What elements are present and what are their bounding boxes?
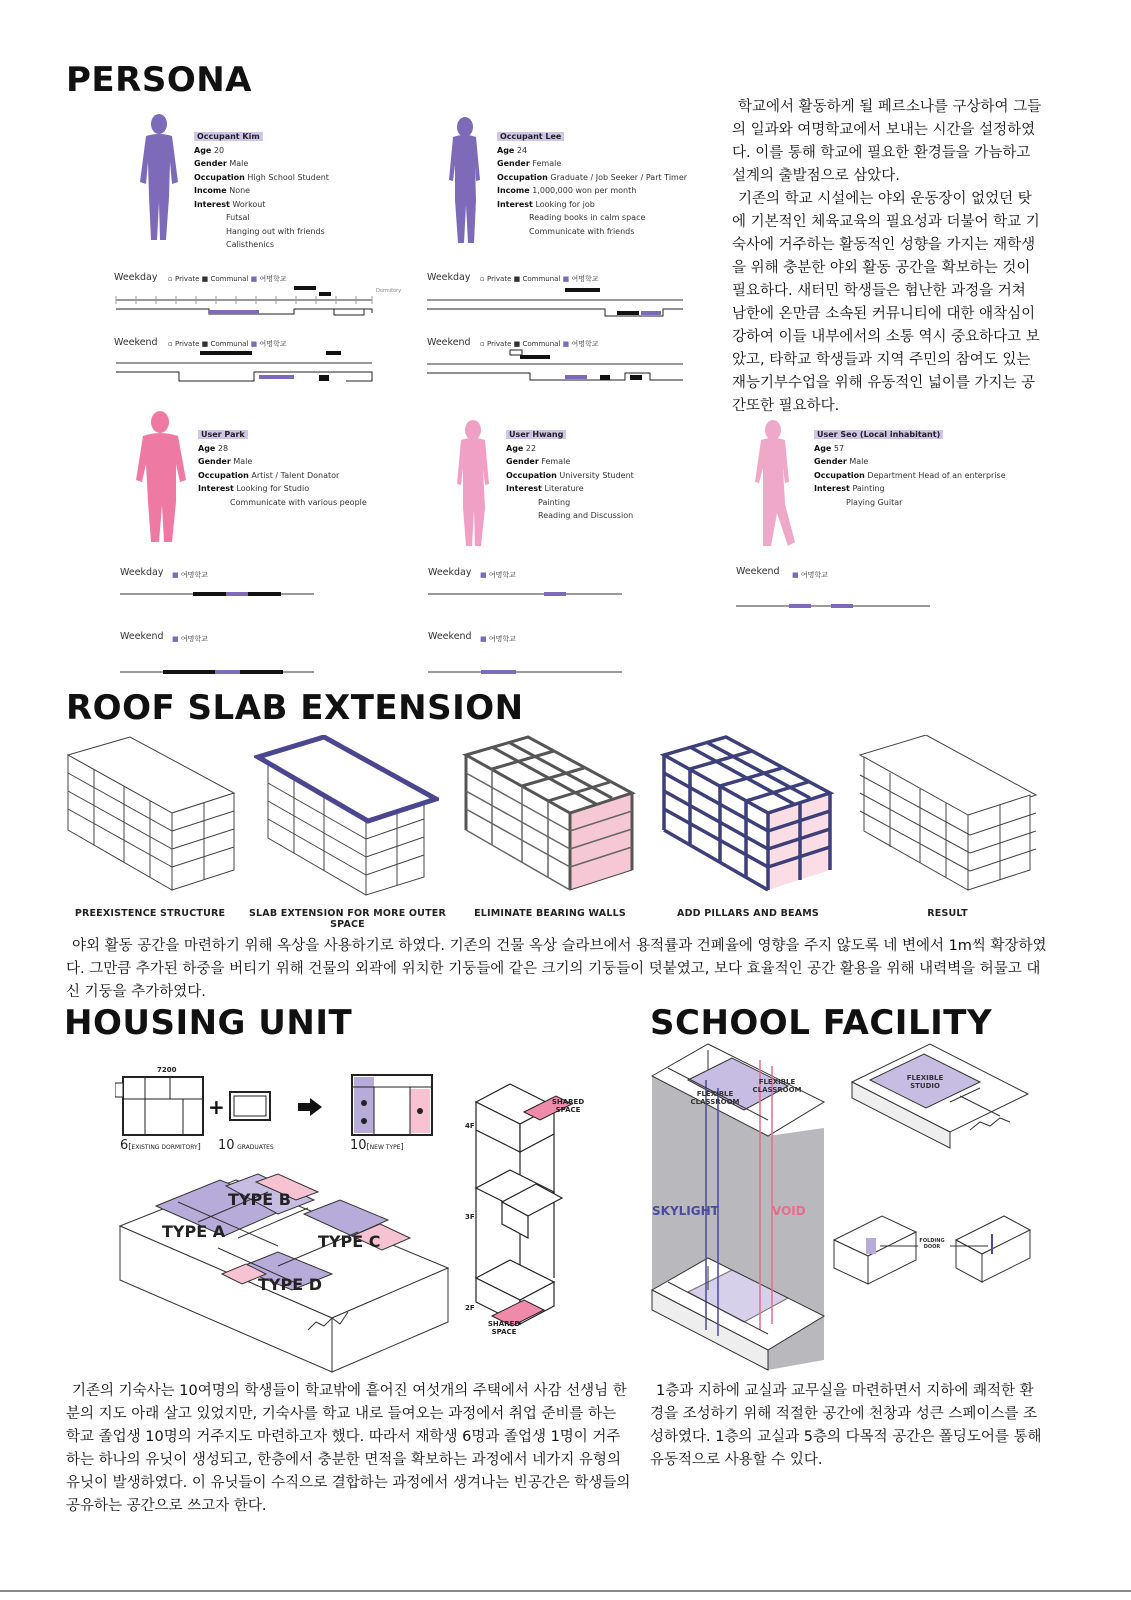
legend-private: Private <box>486 340 512 348</box>
value-occupation: Department Head of an enterprise <box>867 470 1006 480</box>
value-age: 20 <box>213 145 225 155</box>
label-occupation: Occupation <box>198 470 249 480</box>
flexible-classroom-right: FLEXIBLE CLASSROOM <box>752 1078 802 1094</box>
label-age: Age <box>198 443 216 453</box>
label-gender: Gender <box>194 159 227 168</box>
result-diagram <box>856 735 1041 900</box>
interest-extra: Futsal <box>226 213 250 222</box>
legend-school: 여명학교 <box>571 275 599 283</box>
user-hwang-name: User Hwang <box>506 430 566 439</box>
housing-dim-label: 7200 <box>157 1066 177 1074</box>
park-weekday-label: Weekday <box>120 567 164 578</box>
label-age: Age <box>194 145 212 155</box>
hwang-weekday-timeline <box>426 586 626 600</box>
interest-extra: Calisthenics <box>226 240 275 249</box>
school-title: SCHOOL FACILITY <box>650 1003 993 1043</box>
value-age: 28 <box>217 443 229 453</box>
occupant-kim-silhouette <box>128 112 188 242</box>
value-interest: Literature <box>544 484 584 493</box>
label-age: Age <box>506 443 524 453</box>
floor-label-4f: 4F <box>465 1122 475 1130</box>
roof-step-caption: SLAB EXTENSION FOR MORE OUTER SPACE <box>249 908 446 930</box>
label-age: Age <box>497 145 515 155</box>
roof-description-p: 야외 활동 공간을 마련하기 위해 옥상을 사용하기로 하였다. 기존의 건물 옥상 슬라브에서 용적률과 건폐율에 영향을 주지 않도록 네 변에서 1m씩 확장하였다. 그만큼 추가된 하중을 버티기 위해 건물의 외곽에 위치한 기둥들에 같은 크기의 기둥들이 덧붙였고, 보다 효율적인 공간 활용을 위해 내력벽을 허물고 대신 기둥을 추가하였다. <box>66 938 1047 1000</box>
legend-school: 여명학교 <box>259 275 287 283</box>
eliminate-bearing-walls-diagram <box>462 735 637 900</box>
existing-dormitory-plan <box>115 1075 207 1139</box>
kim-weekday-legend: ▫ Private ■ Communal ■ 여명학교 <box>168 275 287 283</box>
kim-weekend-label: Weekend <box>114 337 158 348</box>
legend-private: Private <box>486 275 512 283</box>
floor-label-2f: 2F <box>465 1304 475 1312</box>
hwang-weekend-label: Weekend <box>428 631 472 642</box>
lee-weekend-label: Weekend <box>427 337 471 348</box>
seo-weekend-label: Weekend <box>736 566 780 577</box>
add-pillars-beams-diagram <box>660 735 835 900</box>
grad-label: GRADUATES <box>237 1144 274 1151</box>
seo-weekend-legend: ■ 여명학교 <box>792 571 828 579</box>
legend-school: 여명학교 <box>180 571 208 579</box>
label-occupation: Occupation <box>506 470 557 480</box>
occupant-lee-name: Occupant Lee <box>497 132 564 141</box>
user-hwang-silhouette <box>447 418 499 548</box>
school-description-p: 1층과 지하에 교실과 교무실을 마련하면서 지하에 쾌적한 환경을 조성하기 위해 적절한 공간에 천창과 성큰 스페이스를 조성하였다. 1층의 교실과 5층의 다목적 공간은 폴딩도어를 통해 유동적으로 사용할 수 있다. <box>650 1383 1042 1468</box>
type-d-label: TYPE D <box>258 1275 323 1294</box>
legend-communal: Communal <box>210 275 249 283</box>
value-occupation: University Student <box>559 470 634 480</box>
label-interest: Interest <box>198 484 234 493</box>
value-income: None <box>229 186 251 195</box>
value-interest: Looking for job <box>535 199 595 209</box>
lee-weekday-legend: ▫ Private ■ Communal ■ 여명학교 <box>480 275 599 283</box>
park-weekday-legend: ■ 여명학교 <box>172 571 208 579</box>
value-occupation: Graduate / Job Seeker / Part Timer <box>550 172 688 182</box>
user-seo-name: User Seo <box>817 430 858 439</box>
housing-description <box>66 1380 632 1518</box>
roof-step-caption: ADD PILLARS AND BEAMS <box>677 908 819 919</box>
label-gender: Gender <box>814 457 847 466</box>
lee-weekend-timeline <box>425 347 715 387</box>
hwang-weekday-label: Weekday <box>428 567 472 578</box>
roof-step-caption: PREEXISTENCE STRUCTURE <box>74 908 226 919</box>
label-gender: Gender <box>497 159 530 168</box>
kim-weekday-timeline <box>114 283 404 323</box>
value-gender: Male <box>229 159 249 168</box>
type-b-label: TYPE B <box>228 1190 291 1209</box>
type-a-label: TYPE A <box>162 1222 226 1241</box>
skylight-label: SKYLIGHT <box>652 1204 719 1218</box>
kim-weekday-label: Weekday <box>114 272 158 283</box>
user-seo-silhouette <box>745 418 807 548</box>
interest-extra: Playing Guitar <box>846 497 903 507</box>
housing-description-p: 기존의 기숙사는 10여명의 학생들이 학교밖에 흩어진 여섯개의 주택에서 사감 선생님 한분의 지도 아래 살고 있었지만, 기숙사를 학교 내로 들여오는 과정에서 취업 준비를 하는 학교 졸업생 10명의 거주지도 마련하고자 했다. 따라서 재학생 6명과 졸업생 1명이 거주하는 하나의 유닛이 생성되고, 한층에서 충분한 면적을 확보하는 과정에서 네가지 유형의 유닛이 발생하였다. 이 유닛들이 수직으로 결합하는 과정에서 생겨나는 빈공간은 학생들의 공유하는 공간으로 쓰고자 한다. <box>66 1383 631 1514</box>
label-age: Age <box>814 443 832 453</box>
grad-count: 10 <box>218 1138 235 1153</box>
persona-title: PERSONA <box>66 60 252 100</box>
legend-communal: Communal <box>522 340 561 348</box>
roof-title: ROOF SLAB EXTENSION <box>66 688 524 728</box>
legend-school: 여명학교 <box>259 340 287 348</box>
hwang-weekday-legend: ■ 여명학교 <box>480 571 516 579</box>
occupant-kim-name: Occupant Kim <box>194 132 263 141</box>
interest-extra: Reading books in calm space <box>529 213 646 222</box>
interest-extra: Painting <box>538 497 571 507</box>
housing-stack-section <box>462 1078 592 1348</box>
label-occupation: Occupation <box>194 172 245 182</box>
label-interest: Interest <box>506 484 542 493</box>
park-weekend-legend: ■ 여명학교 <box>172 635 208 643</box>
value-age: 57 <box>833 443 845 453</box>
kim-weekend-timeline <box>114 347 404 387</box>
shared-space-bottom: SHARED SPACE <box>487 1320 521 1336</box>
value-occupation: High School Student <box>247 172 329 182</box>
hwang-weekend-legend: ■ 여명학교 <box>480 635 516 643</box>
new-count: 10 <box>350 1138 367 1153</box>
label-gender: Gender <box>198 457 231 466</box>
value-gender: Female <box>541 457 571 466</box>
persona-description <box>732 96 1042 418</box>
value-gender: Male <box>849 457 869 466</box>
shared-space-top: SHARED SPACE <box>551 1098 585 1114</box>
school-description <box>650 1380 1045 1472</box>
persona-description-p1: 학교에서 활동하게 될 페르소나를 구상하여 그들의 일과와 여명학교에서 보내는 시간을 설정하였다. 이를 통해 학교에 필요한 환경들을 가늠하고 설계의 출발점으로 삼았다. <box>732 99 1042 184</box>
svg-text:Dormitory: Dormitory <box>376 288 402 294</box>
legend-school: 여명학교 <box>488 635 516 643</box>
interest-extra: Communicate with various people <box>230 497 367 507</box>
housing-title: HOUSING UNIT <box>64 1003 353 1043</box>
value-age: 24 <box>516 145 528 155</box>
new-type-plan <box>350 1073 434 1137</box>
arrow-right-icon <box>298 1098 322 1116</box>
flexible-classroom-left: FLEXIBLE CLASSROOM <box>690 1090 740 1106</box>
legend-school: 여명학교 <box>180 635 208 643</box>
graduates-label <box>218 1138 274 1153</box>
persona-description-p2: 기존의 학교 시설에는 야외 운동장이 없었던 탓에 기본적인 체육교육의 필요성과 더불어 학교 기숙사에 거주하는 활동적인 성향을 가지는 재학생을 위해 충분한 야외 활동 공간을 확보하는 것이 필요하다. 새터민 학생들은 험난한 과정을 거쳐 남한에 온만큼 소속된 커뮤니티에 대한 애착심이 강하여 이들 내부에서의 소통 역시 중요하다고 보았고, 타학교 학생들과 지역 주민의 참여도 있는 재능기부수업을 위해 유동적인 넓이를 가지는 공간또한 필요하다. <box>732 191 1040 414</box>
legend-school: 여명학교 <box>571 340 599 348</box>
park-weekend-timeline <box>118 666 318 680</box>
user-seo-card <box>814 428 1024 509</box>
label-interest: Interest <box>497 199 533 209</box>
preexistence-structure-diagram <box>64 735 239 900</box>
folding-door-label: FOLDING DOOR <box>919 1238 945 1250</box>
lee-weekday-timeline <box>425 283 715 323</box>
occupant-kim-card <box>194 130 394 252</box>
label-income: Income <box>194 186 227 195</box>
legend-private: Private <box>174 275 200 283</box>
interest-extra: Hanging out with friends <box>226 226 325 236</box>
lee-weekday-label: Weekday <box>427 272 471 283</box>
type-c-label: TYPE C <box>318 1232 381 1251</box>
label-occupation: Occupation <box>814 470 865 480</box>
label-interest: Interest <box>814 484 850 493</box>
user-park-name: User Park <box>198 430 248 439</box>
kim-weekend-legend: ▫ Private ■ Communal ■ 여명학교 <box>168 340 287 348</box>
value-occupation: Artist / Talent Donator <box>251 470 340 480</box>
legend-school: 여명학교 <box>488 571 516 579</box>
roof-step-caption: RESULT <box>927 908 968 919</box>
new-type-label: 10[NEW TYPE] <box>350 1138 404 1153</box>
occupant-lee-card <box>497 130 717 238</box>
label-interest: Interest <box>194 199 230 209</box>
floor-label-3f: 3F <box>465 1213 475 1221</box>
page-bottom-rule <box>0 1590 1131 1592</box>
legend-school: 여명학교 <box>800 571 828 579</box>
existing-dormitory-label: 6[EXISTING DORMITORY] <box>120 1138 201 1153</box>
plus-icon: + <box>208 1095 225 1119</box>
user-hwang-card <box>506 428 706 523</box>
value-age: 22 <box>525 443 537 453</box>
occupant-lee-silhouette <box>440 115 490 245</box>
value-interest: Looking for Studio <box>236 484 310 493</box>
label-gender: Gender <box>506 457 539 466</box>
user-park-silhouette <box>128 410 198 545</box>
interest-extra: Communicate with friends <box>529 226 635 236</box>
legend-communal: Communal <box>522 275 561 283</box>
flexible-studio-diagram <box>850 1040 1030 1150</box>
legend-communal: Communal <box>210 340 249 348</box>
park-weekend-label: Weekend <box>120 631 164 642</box>
label-income: Income <box>497 186 530 195</box>
lee-weekend-legend: ▫ Private ■ Communal ■ 여명학교 <box>480 340 599 348</box>
value-gender: Male <box>233 457 253 466</box>
label-occupation: Occupation <box>497 172 548 182</box>
graduate-room-icon <box>228 1090 272 1122</box>
interest-extra: Reading and Discussion <box>538 511 634 520</box>
new-label: NEW TYPE <box>369 1144 401 1151</box>
value-gender: Female <box>532 159 562 168</box>
roof-step-caption: ELIMINATE BEARING WALLS <box>474 908 626 919</box>
park-weekday-timeline <box>118 586 318 600</box>
roof-description <box>66 935 1051 1004</box>
void-label: VOID <box>772 1204 806 1218</box>
slab-extension-diagram <box>254 735 439 905</box>
hwang-weekend-timeline <box>426 666 626 680</box>
flexible-studio-label: FLEXIBLE STUDIO <box>906 1074 944 1090</box>
existing-label: EXISTING DORMITORY <box>131 1144 198 1151</box>
user-seo-subtitle: (Local inhabitant) <box>859 430 941 439</box>
legend-private: Private <box>174 340 200 348</box>
value-interest: Painting <box>852 484 885 493</box>
existing-count: 6 <box>120 1138 129 1153</box>
user-park-card <box>198 428 418 509</box>
value-income: 1,000,000 won per month <box>532 186 637 195</box>
value-interest: Workout <box>232 199 266 209</box>
seo-weekend-timeline <box>734 600 934 614</box>
